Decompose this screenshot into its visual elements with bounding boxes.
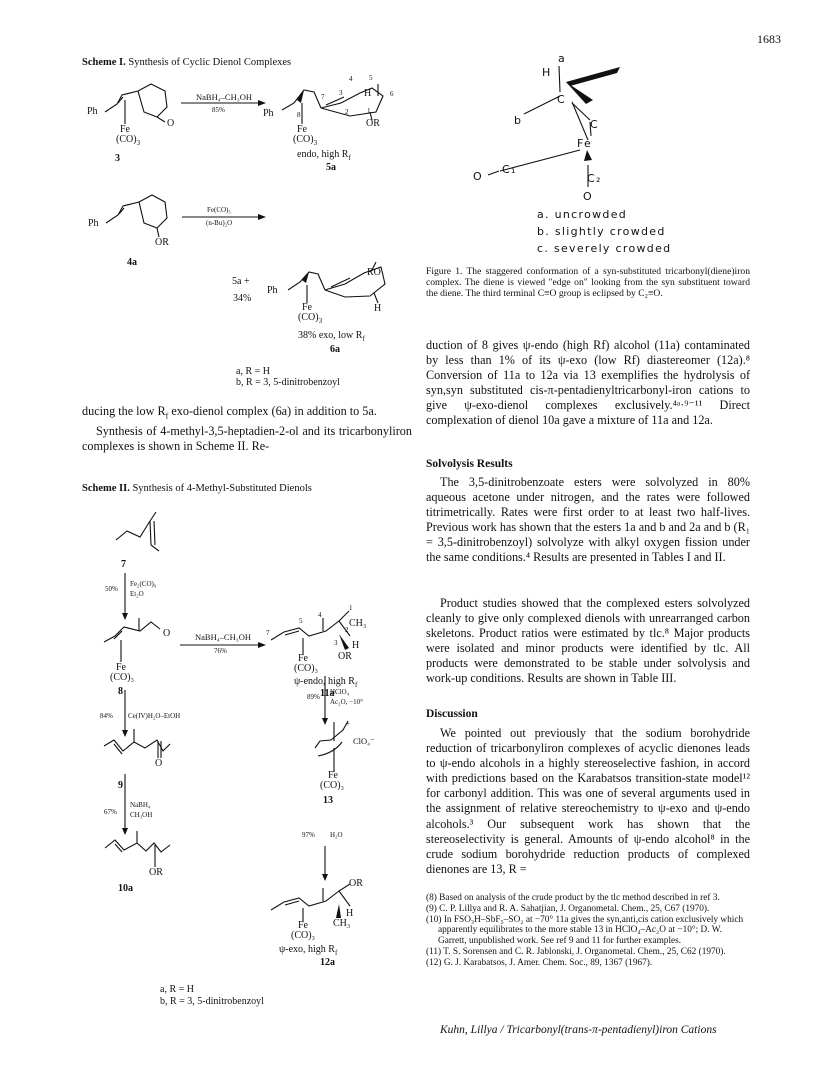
- figure-1-caption: Figure 1. The staggered conformation of a syn-substituted tricarbonyl(diene)iron complex. The diene is viewed "edge on" looking from the syn substituent toward the diene. The third terminal C≡O group is eclipsed by C₂≡O.: [426, 266, 750, 300]
- num-4: 4: [318, 611, 322, 619]
- num-2: 2: [345, 626, 349, 634]
- right-body-para4: We pointed out previously that the sodium borohydride reduction of tricarbonyliron complexes of acyclic dienones leads to ψ-endo alcohols in a highly stereoselective fashion, in accord with predictions based on the Karabatsos transition-state model¹² for carbonyl addition. This was one of several arguments used in the assignment of relative stereochemistry to ψ-exo and ψ-endo alcohols.³ Our subsequent work has shown that the stereoselectivity is general. Amounts of ψ-endo alcohol⁸ in the crude sodium borohydride reduction products of complexed dienones are 13, R =: [426, 726, 750, 876]
- cmpd8-co: (CO)₃: [110, 672, 135, 683]
- scheme-2-title-bold: Scheme II.: [82, 483, 130, 494]
- yield-76: 76%: [214, 647, 227, 655]
- r7-feco: Fe₂(CO)₉: [130, 580, 157, 588]
- cmpd6a-number: 6a: [330, 344, 340, 355]
- ring-num-5: 5: [369, 74, 373, 82]
- cmpd5a-label-sub: f: [348, 154, 351, 162]
- scheme2-note-b: b, R = 3, 5-dinitrobenzoyl: [160, 996, 264, 1007]
- cmpd13-co: (CO)₃: [320, 780, 345, 791]
- left-body-line1: ducing the low R: [82, 404, 166, 418]
- cmpd6a-ph: Ph: [267, 285, 278, 296]
- fig1-o-left: O: [473, 170, 483, 183]
- fig1-fe: Fe: [577, 137, 593, 150]
- cmpd11a-h: H: [352, 640, 360, 651]
- cmpd6a-label-text: 38% exo, low R: [298, 330, 363, 341]
- num-1: 1: [349, 604, 353, 612]
- cmpd11a-label: ψ-endo, high $R_f$: [294, 676, 358, 689]
- fig1-h: H: [542, 66, 552, 79]
- ring-num-8: 8: [297, 111, 301, 119]
- cmpd5a-co: $(CO)_3$: [293, 134, 318, 147]
- cmpd5a-or: OR: [366, 118, 380, 129]
- footnote-9: (9) C. P. Lillya and R. A. Sahatjian, J. Organometal. Chem., 25, C67 (1970).: [426, 903, 710, 914]
- cmpd4a-number: 4a: [127, 257, 137, 268]
- footnotes: [426, 893, 750, 969]
- cmpd12a-h: H: [346, 908, 354, 919]
- cmpd6a-h: H: [374, 303, 382, 314]
- scheme-1-title-bold: Scheme I.: [82, 57, 126, 68]
- reagent-nabh4-b: NaBH₄: [130, 801, 151, 809]
- cmpd3-fe: Fe: [120, 124, 130, 135]
- cmpd11a-number: 11a: [320, 688, 335, 699]
- reagent-feco5: Fe(CO)₅: [207, 206, 231, 214]
- scheme1-note-a: a, R = H: [236, 366, 270, 377]
- cmpd3-o: O: [167, 118, 175, 129]
- cmpd11a-fe: Fe: [298, 653, 308, 664]
- cmpd4a-ph: Ph: [88, 218, 99, 229]
- running-footer: Kuhn, Lillya / Tricarbonyl(trans-π-pentadienyl)iron Cations: [440, 1024, 717, 1036]
- yield-89: 89%: [307, 693, 320, 701]
- ring-num-1: 1: [367, 107, 371, 115]
- cmpd13-plus: +: [346, 720, 350, 728]
- cmpd5a-ph: Ph: [263, 108, 274, 119]
- scheme-1-title-text: Synthesis of Cyclic Dienol Complexes: [128, 57, 292, 68]
- fig1-c1: C₁: [502, 163, 517, 176]
- cmpd5a-plus: 5a +: [232, 276, 250, 287]
- reagent-h2o: H₂O: [330, 831, 343, 839]
- fig1-c-right: C: [590, 118, 599, 131]
- fig1-a-top: a: [558, 52, 567, 65]
- fig1-b: b: [514, 114, 523, 127]
- yield-67: 67%: [104, 808, 117, 816]
- reagent-ac2o: Ac₂O, −10°: [330, 698, 363, 706]
- cmpd6a-co-text: (CO): [298, 312, 319, 323]
- yield-97: 97%: [302, 831, 315, 839]
- yield-84: 84%: [100, 712, 113, 720]
- r7-et2o: Et₂O: [130, 590, 144, 598]
- ring-num-4: 4: [349, 75, 353, 83]
- cmpd12a-co: (CO)₃: [291, 930, 316, 941]
- cmpd3-number: 3: [115, 153, 120, 164]
- cmpd12a-ch3: CH₃: [333, 918, 351, 929]
- cmpd3-co: $(CO)_3$: [116, 134, 141, 147]
- footnote-11: (11) T. S. Sorensen and C. R. Jablonski, J. Organometal. Chem., 25, C62 (1970).: [426, 946, 726, 957]
- fig1-legend-c: c. severely crowded: [537, 242, 672, 255]
- cmpd8-number: 8: [118, 686, 123, 697]
- reagent-ce: Ce(IV)H₂O–EtOH: [128, 712, 181, 720]
- heading-solvolysis: Solvolysis Results: [426, 458, 513, 470]
- num-3: 3: [334, 639, 338, 647]
- fig1-legend-a: a. uncrowded: [537, 208, 628, 221]
- num-7: 7: [266, 629, 270, 637]
- right-body-para2: The 3,5-dinitrobenzoate esters were solvolyzed in 80% aqueous acetone under nitrogen, and the rates were followed titrimetrically. Rates were first order to at least two half-lives. Previous work has shown that the esters 1a and b and 2a and b (R₁ = 3,5-dinitrobenzoyl) solvolyze with alkyl oxygen fission under the same conditions.⁴ Results are presented in Tables I and II.: [426, 475, 750, 565]
- left-body-para2: Synthesis of 4-methyl-3,5-heptadien-2-ol and its tricarbonyliron complexes is shown in Scheme II. Re-: [82, 423, 412, 453]
- reagent-bu2o: (n-Bu)₂O: [206, 219, 233, 227]
- cmpd11a-ch3: CH₃: [349, 618, 367, 629]
- cmpd8-fe: Fe: [116, 662, 126, 673]
- yield-34: 34%: [233, 293, 252, 304]
- cmpd6a-fe: Fe: [302, 302, 312, 313]
- ring-num-2: 2: [345, 108, 349, 116]
- ring-num-7: 7: [321, 93, 325, 101]
- left-body-rf-sub: f: [165, 411, 169, 421]
- cmpd10a-or: OR: [149, 867, 163, 878]
- heading-discussion: Discussion: [426, 708, 478, 720]
- cmpd12a-number: 12a: [320, 957, 335, 968]
- footnote-10: (10) In FSO₃H–SbF₅–SO₂ at −70° 11a gives the syn,anti,cis cation exclusively which apparently equilibrates to the more stable 13 in HClO₄–Ac₂O at −10°; D. W. Garrett, unpublished work. See ref 9 and 11 for further examples.: [426, 914, 744, 947]
- cmpd12a-label-text: ψ-exo, high R: [279, 944, 335, 955]
- reagent-8: NaBH₄–CH₃OH: [195, 632, 251, 642]
- cmpd11a-label-text: ψ-endo, high R: [294, 676, 355, 687]
- num-5: 5: [299, 617, 303, 625]
- cmpd6a-label-sub: f: [362, 335, 365, 343]
- reagent-nabh4: NaBH₄–CH₃OH: [196, 92, 252, 102]
- cmpd6a-co: $(CO)_3$: [298, 312, 323, 325]
- left-body-line1b: exo-dienol complex (6a) in addition to 5a.: [168, 404, 377, 418]
- cmpd10a-number: 10a: [118, 883, 133, 894]
- cmpd11a-co: (CO)₃: [294, 663, 319, 674]
- cmpd12a-label: ψ-exo, high $R_f$: [279, 944, 338, 957]
- cmpd5a-co-text: (CO): [293, 134, 314, 145]
- cmpd5a-h: H: [364, 88, 372, 99]
- cmpd3-co-text: (CO): [116, 134, 137, 145]
- right-body-para1: duction of 8 gives ψ-endo (high Rf) alcohol (11a) contaminated by less than 1% of its ψ-exo (low Rf) diastereomer (12a).⁸ Conversion of 11a to 12a via 13 exemplifies the hydrolysis of syn,syn substituted cis-π-pentadienyltricarbonyl-iron cations to give ψ-exo-dienol complexes exclusively.⁴ᵃ·⁹⁻¹¹ Direct complexation of dienol 10a gave a mixture of 11a and 12a.: [426, 338, 750, 428]
- scheme2-note-a: a, R = H: [160, 984, 194, 995]
- right-body-para3: Product studies showed that the complexed esters solvolyzed cleanly to give only complexed dienols with unrearranged carbon skeletons. Product ratios were estimated by tlc.⁸ Major products were isolated and minor products were identified by tlc. All products were demonstrated to be stable under solvolysis and work-up conditions. Results are shown in Table III.: [426, 596, 750, 686]
- reagent-hclo4: HClO₄: [330, 688, 350, 696]
- scheme-2-title-text: Synthesis of 4-Methyl-Substituted Dienols: [132, 483, 312, 494]
- ring-num-6: 6: [390, 90, 394, 98]
- cmpd13-number: 13: [323, 795, 333, 806]
- footnote-8: (8) Based on analysis of the crude product by the tlc method described in ref 3.: [426, 893, 720, 903]
- cmpd9-o: O: [155, 758, 163, 769]
- fig1-legend-b: b. slightly crowded: [537, 225, 666, 238]
- cmpd13-fe: Fe: [328, 770, 338, 781]
- footnote-12: (12) G. J. Karabatsos, J. Amer. Chem. Soc., 89, 1367 (1967).: [426, 957, 653, 968]
- cmpd3-ph: Ph: [87, 106, 98, 117]
- cmpd12a-fe: Fe: [298, 920, 308, 931]
- cmpd11a-or: OR: [338, 651, 352, 662]
- reagent-ch3oh-b: CH₃OH: [130, 811, 153, 819]
- fig1-c2: C₂: [587, 172, 602, 185]
- cmpd8-o: O: [163, 628, 171, 639]
- ring-num-3: 3: [339, 89, 343, 97]
- fig1-o-bottom: O: [583, 190, 593, 203]
- cmpd5a-fe: Fe: [297, 124, 307, 135]
- cmpd9-number: 9: [118, 780, 123, 791]
- scheme1-note-b: b, R = 3, 5-dinitrobenzoyl: [236, 377, 340, 388]
- fig1-c-top: C: [557, 93, 566, 106]
- cmpd13-clo4: ClO₄⁻: [353, 736, 375, 746]
- cmpd7-number: 7: [121, 559, 126, 570]
- cmpd5a-number: 5a: [326, 162, 336, 173]
- page-number: 1683: [757, 32, 781, 46]
- cmpd6a-ro: RO: [367, 267, 381, 278]
- yield-85: 85%: [212, 106, 225, 114]
- cmpd12a-or: OR: [349, 878, 363, 889]
- yield-50: 50%: [105, 585, 118, 593]
- cmpd4a-or: OR: [155, 237, 169, 248]
- cmpd5a-label-text: endo, high R: [297, 149, 349, 160]
